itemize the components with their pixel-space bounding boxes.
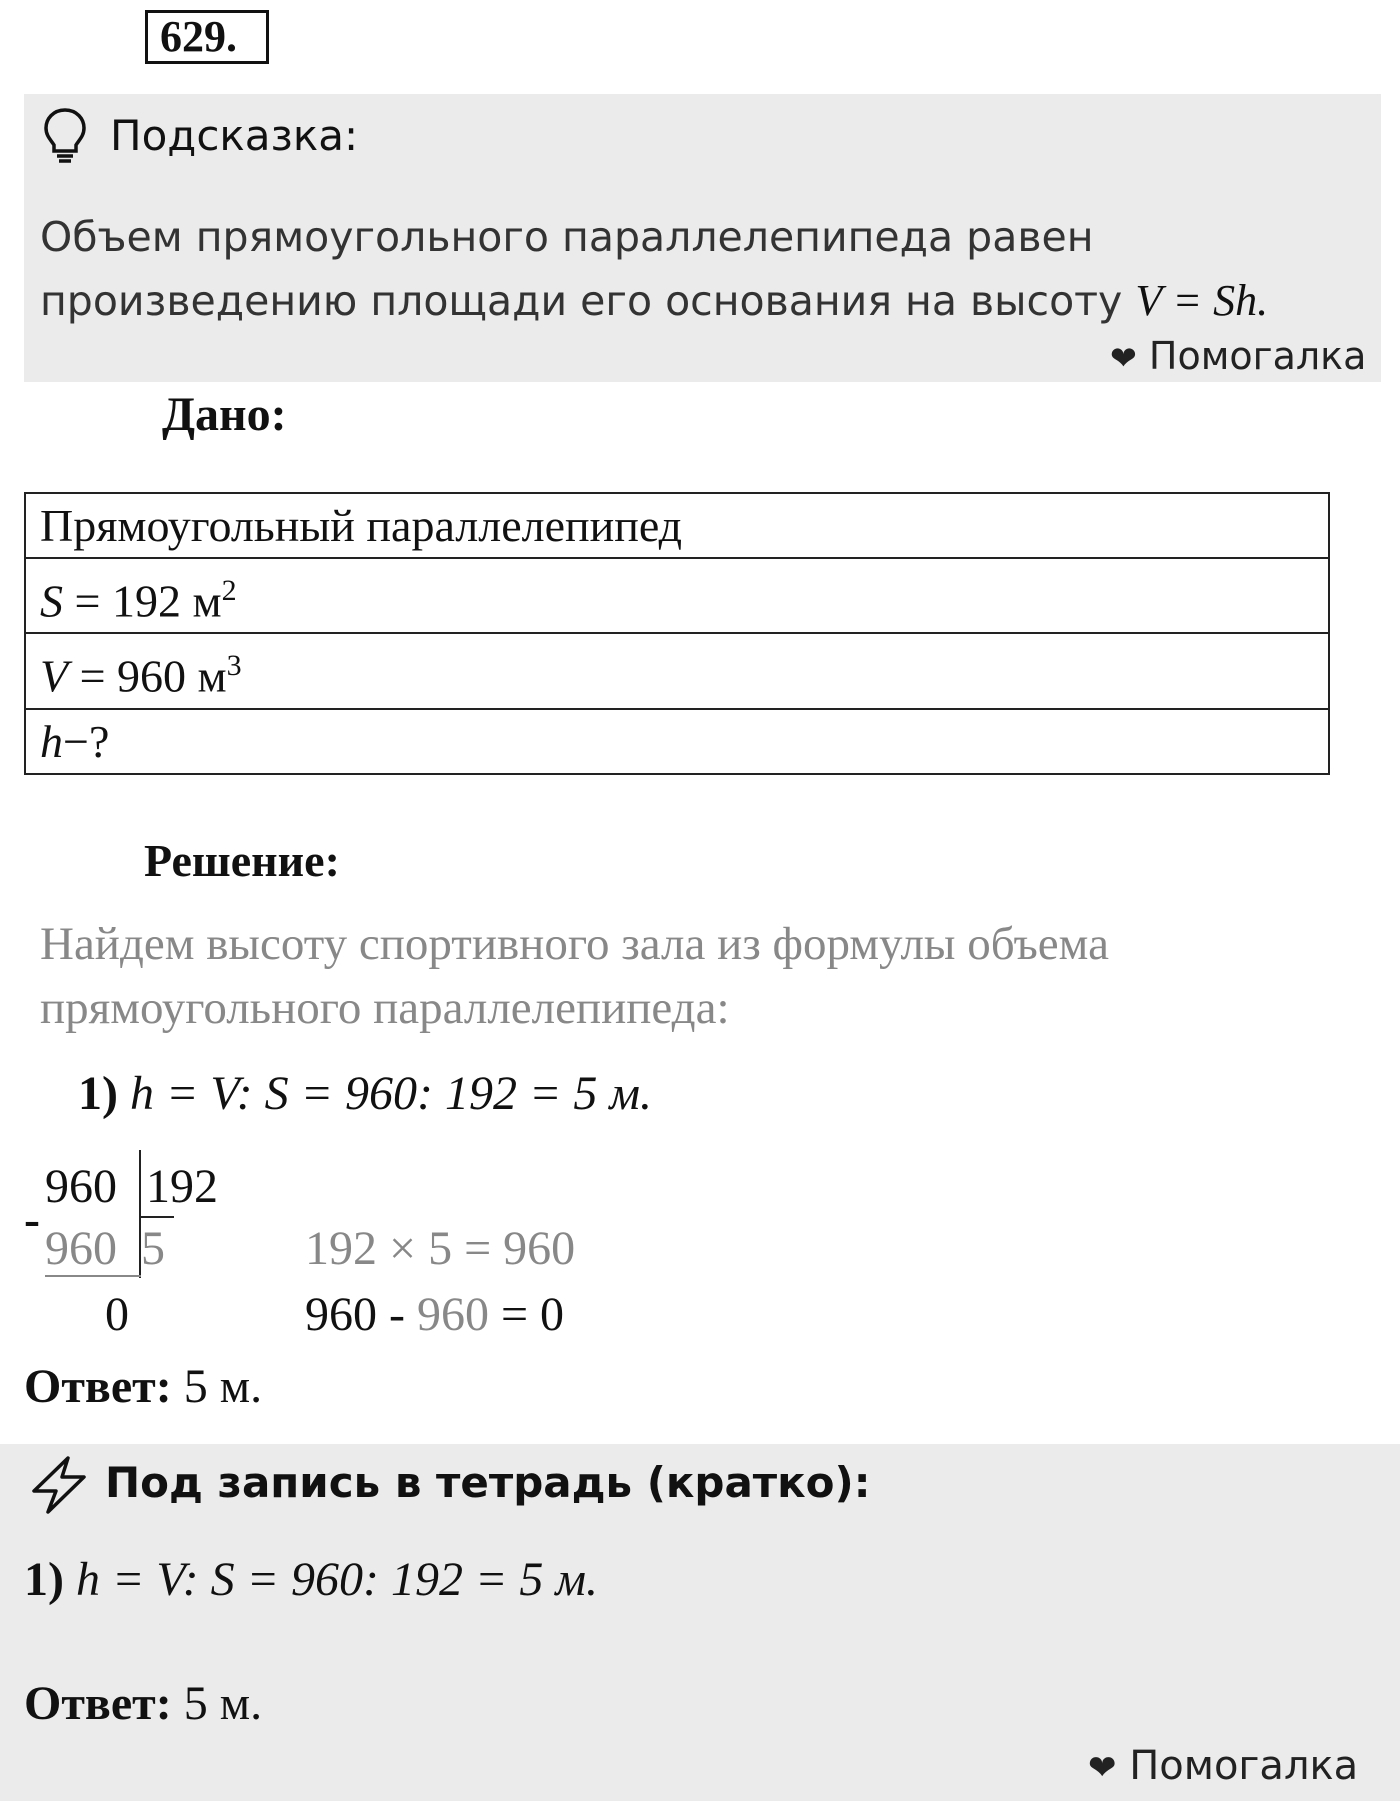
given-area-var: S <box>40 575 63 627</box>
given-row-area <box>25 558 1329 633</box>
division-dividend: 960 <box>45 1160 117 1213</box>
check-subtraction-b: 960 <box>416 1288 489 1341</box>
division-divisor: 192 <box>146 1160 218 1213</box>
check-multiplication: 192 × 5 = 960 <box>305 1222 576 1275</box>
solution-text-line-2: прямоугольного параллелепипеда: <box>40 982 730 1034</box>
solution-answer-value: 5 м. <box>183 1360 263 1413</box>
notebook-step-formula: h = V: S = 960: 192 = 5 м. <box>75 1553 598 1606</box>
hint-title: Подсказка: <box>110 111 359 160</box>
notebook-answer <box>24 1672 262 1736</box>
given-title: Дано: <box>162 388 287 441</box>
solution-title: Решение: <box>144 835 340 886</box>
given-area-exp: 2 <box>221 574 237 607</box>
notebook-step-num: 1) <box>24 1553 64 1606</box>
solution-step-1 <box>78 1062 652 1126</box>
given-row-figure: Прямоугольный параллелепипед <box>25 493 1329 558</box>
heart-icon: ❤ <box>1088 1748 1117 1788</box>
hint-line-1: Объем прямоугольного параллелепипеда равен <box>40 213 1094 261</box>
notebook-title: Под запись в тетрадь (кратко): <box>105 1458 871 1507</box>
notebook-credit-label: Помогалка <box>1129 1743 1359 1789</box>
given-height-value: −? <box>63 715 110 767</box>
division-divisor-line <box>141 1216 174 1218</box>
notebook-credit <box>1088 1742 1358 1792</box>
notebook-step-1 <box>24 1548 598 1612</box>
division-quotient: 5 <box>141 1222 165 1275</box>
lightbulb-icon <box>40 106 90 164</box>
solution-answer <box>24 1355 262 1419</box>
given-row-volume <box>25 633 1329 708</box>
division-minus: - <box>24 1193 40 1246</box>
given-table <box>24 492 1330 775</box>
notebook-answer-label: Ответ: <box>24 1677 172 1730</box>
hint-text <box>40 205 1380 333</box>
hint-credit <box>1110 332 1366 382</box>
given-area-value: = 192 м <box>74 575 222 627</box>
hint-formula: V = Sh. <box>1135 276 1269 325</box>
division-remainder: 0 <box>105 1288 129 1341</box>
check-subtraction-a: 960 - <box>305 1288 405 1341</box>
solution-text <box>40 912 1340 1040</box>
solution-step-formula: h = V: S = 960: 192 = 5 м. <box>129 1067 652 1120</box>
solution-step-num: 1) <box>78 1067 118 1120</box>
division-vertical-line <box>139 1150 141 1278</box>
check-subtraction-c: = 0 <box>500 1288 565 1341</box>
task-number: 629. <box>145 10 269 64</box>
hint-credit-label: Помогалка <box>1148 334 1367 378</box>
given-height-var: h <box>40 715 63 767</box>
check-subtraction <box>305 1283 564 1347</box>
division-subtrahend: 960 <box>45 1222 117 1275</box>
division-underline <box>45 1275 141 1277</box>
given-volume-var: V <box>40 650 69 702</box>
solution-answer-label: Ответ: <box>24 1360 172 1413</box>
hint-line-2 <box>40 269 1380 333</box>
hint-line-2-text: произведению площади его основания на высоту <box>40 277 1123 325</box>
given-row-height <box>25 709 1329 774</box>
given-volume-value: = 960 м <box>79 650 227 702</box>
lightning-icon <box>28 1455 90 1515</box>
heart-icon: ❤ <box>1110 339 1137 377</box>
solution-text-line-1: Найдем высоту спортивного зала из формулы объема <box>40 918 1109 970</box>
given-volume-exp: 3 <box>226 649 242 683</box>
notebook-answer-value: 5 м. <box>183 1677 263 1730</box>
